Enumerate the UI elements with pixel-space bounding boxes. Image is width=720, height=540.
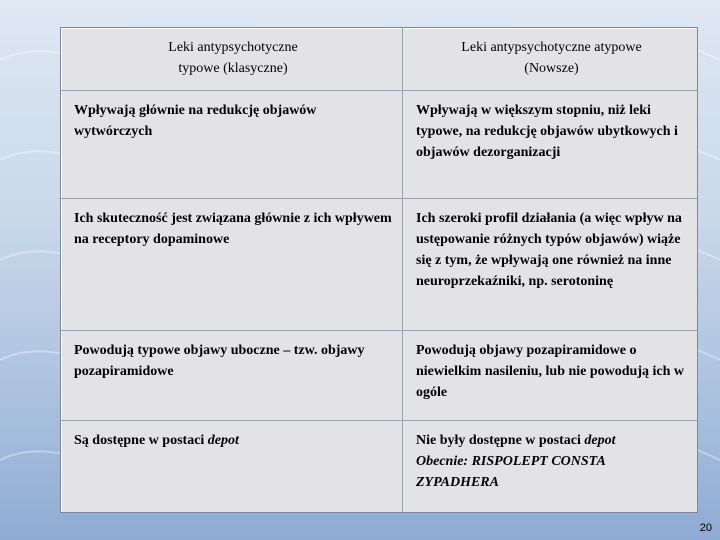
cell-typical-depot-text: Są dostępne w postaci [74,433,208,449]
cell-atypical-depot [403,421,698,512]
slide-number: 20 [699,522,712,534]
table-row [61,198,697,331]
header-typical-line1: Leki antypsychotyczne [168,40,298,55]
cell-atypical-depot-text: Nie były dostępne w postaci [416,433,585,449]
header-atypical-line2: (Nowsze) [524,61,579,76]
table-header-row [61,28,697,91]
cell-typical-mechanism: Ich skuteczność jest związana głównie z ich wpływem na receptory dopaminowe [61,198,403,331]
cell-atypical-effect: Wpływają w większym stopniu, niż leki typowe, na redukcję objawów ubytkowych i objawów dezorganizacji [403,91,698,198]
table-row [61,331,697,421]
header-atypical [403,28,698,91]
header-atypical-line1: Leki antypsychotyczne atypowe [461,40,642,55]
table-row [61,91,697,198]
cell-atypical-mechanism: Ich szeroki profil działania (a więc wpływ na ustępowanie różnych typów objawów) wiąże się z tym, że wpływają one również na inne neuroprzekaźniki, np. serotoninę [403,198,698,331]
cell-typical-depot-italic: depot [207,433,239,449]
cell-atypical-depot-italic: depot [584,433,616,449]
cell-typical-side-effects: Powodują typowe objawy uboczne – tzw. objawy pozapiramidowe [61,331,403,421]
cell-atypical-side-effects: Powodują objawy pozapiramidowe o niewielkim nasileniu, lub nie powodują ich w ogóle [403,331,698,421]
comparison-table [60,27,698,513]
table-row [61,421,697,512]
header-typical [61,28,403,91]
header-typical-line2: typowe (klasyczne) [178,61,288,76]
cell-atypical-depot-line3: ZYPADHERA [416,475,499,491]
cell-atypical-depot-line2: Obecnie: RISPOLEPT CONSTA [416,454,606,470]
cell-typical-effect: Wpływają głównie na redukcję objawów wytwórczych [61,91,403,198]
cell-typical-depot [61,421,403,512]
